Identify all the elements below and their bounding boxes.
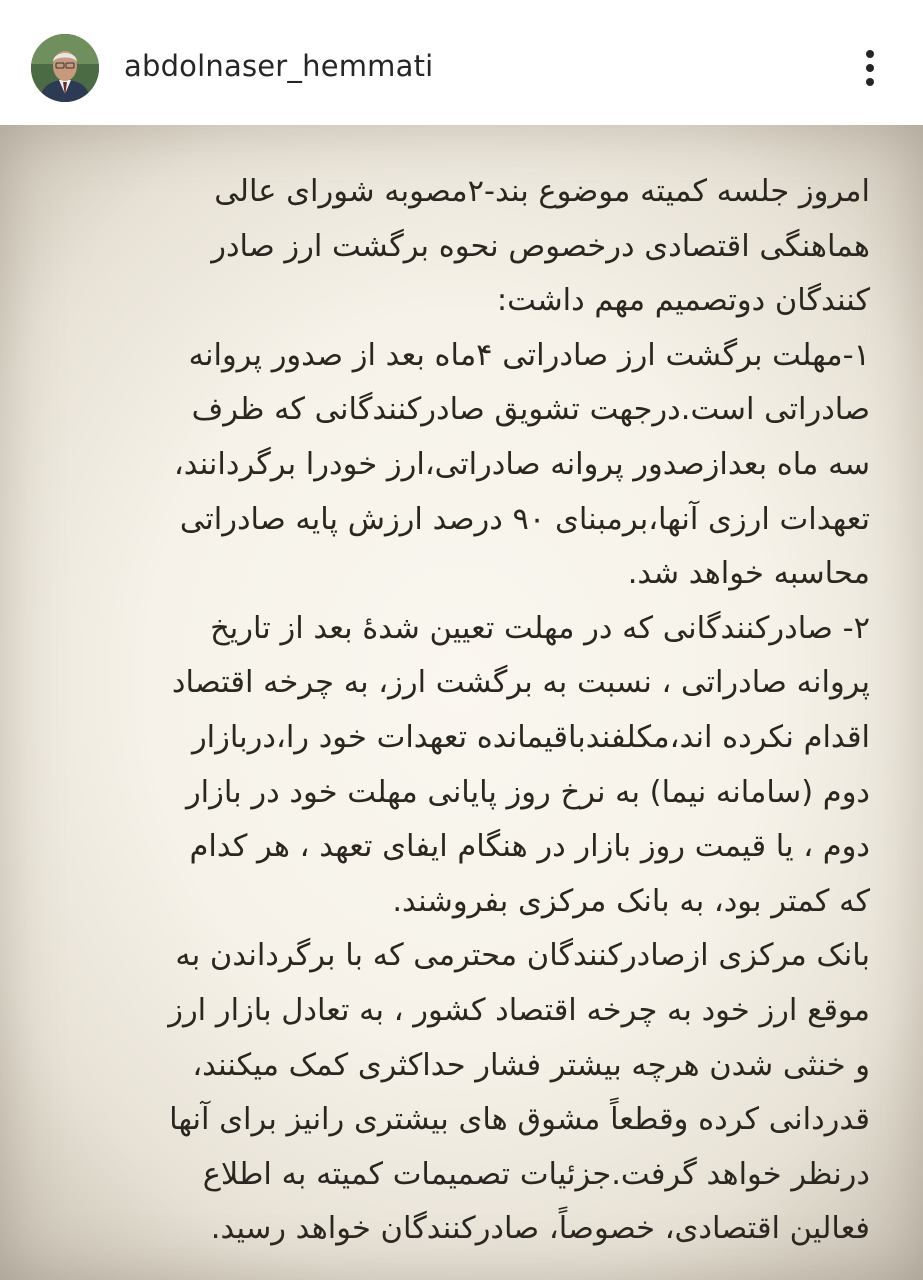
post-image — [0, 125, 923, 1280]
post-note-text — [50, 165, 870, 1257]
note-line: دوم ، یا قیمت روز بازار در هنگام ایفای تعهد ، هر کدام — [189, 829, 870, 865]
note-line: موقع ارز خود به چرخه اقتصاد کشور ، به تعادل بازار ارز — [168, 992, 870, 1028]
note-line: و خنثی شدن هرچه بیشتر فشار حداکثری کمک میکنند، — [192, 1047, 870, 1083]
note-line: اقدام نکرده اند،مکلفندباقیمانده تعهدات خود را،دربازار — [191, 719, 870, 755]
note-line: ۱-مهلت برگشت ارز صادراتی ۴ماه بعد از صدور پروانه — [188, 337, 870, 373]
note-line: صادراتی است.درجهت تشویق صادرکنندگانی که ظرف — [191, 392, 870, 428]
note-line: ۲- صادرکنندگانی که در مهلت تعیین شدۀ بعد از تاریخ — [210, 610, 870, 646]
note-line: پروانه صادراتی ، نسبت به برگشت ارز، به چرخه اقتصاد — [171, 665, 870, 701]
note-line: کنندگان دوتصمیم مهم داشت: — [496, 283, 870, 319]
note-line: که کمتر بود، به بانک مرکزی بفروشند. — [392, 883, 870, 919]
note-line: قدردانی کرده وقطعاً مشوق های بیشتری رانیز برای آنها — [169, 1102, 870, 1138]
more-options-icon[interactable] — [852, 44, 888, 92]
note-line: درنظر خواهد گرفت.جزئیات تصمیمات کمیته به اطلاع — [202, 1156, 870, 1192]
note-line: بانک مرکزی ازصادرکنندگان محترمی که با برگرداندن به — [175, 938, 870, 974]
note-line: امروز جلسه کمیته موضوع بند-۲مصوبه شورای عالی — [214, 174, 870, 209]
note-line: سه ماه بعدازصدور پروانه صادراتی،ارز خودرا برگردانند، — [173, 446, 870, 482]
note-line: دوم (سامانه نیما) به نرخ روز پایانی مهلت خود در بازار — [185, 774, 870, 810]
post-header — [0, 0, 923, 125]
avatar[interactable] — [31, 34, 99, 102]
note-line: هماهنگی اقتصادی درخصوص نحوه برگشت ارز صادر — [211, 228, 870, 264]
note-line: محاسبه خواهد شد. — [627, 556, 870, 592]
profile-photo-icon — [31, 34, 99, 102]
username[interactable]: abdolnaser_hemmati — [124, 49, 434, 83]
note-line: فعالین اقتصادی، خصوصاً، صادرکنندگان خواهد رسید. — [210, 1211, 870, 1247]
note-line: تعهدات ارزی آنها،برمبنای ۹۰ درصد ارزش پایه صادراتی — [179, 501, 870, 537]
